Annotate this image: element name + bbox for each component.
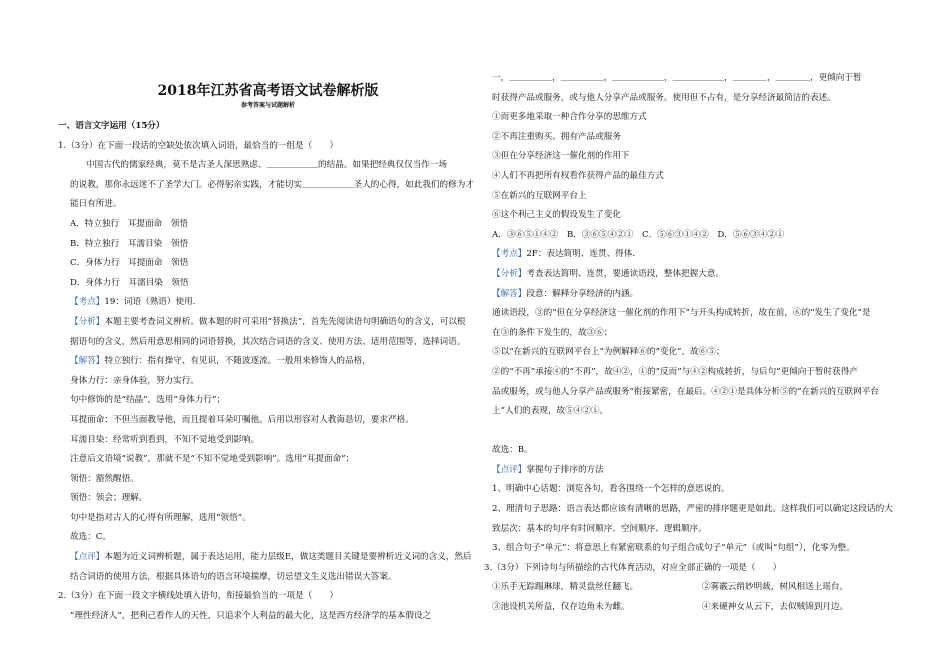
- poem-option: ④来硬神女从云下，去似贼锦到月边。: [702, 602, 849, 613]
- answer-line: 上”人们的表现，故⑤④②①。: [492, 406, 609, 417]
- fenxi-text: 本题主要考查词义辨析。做本题的时可采用“替换法”，首先先阅读语句明确语句的含义，可以根: [104, 316, 466, 327]
- fenxi-line: [58, 313, 478, 333]
- dianping-tag: 【点评】: [492, 464, 527, 475]
- kaodian-line: [58, 293, 478, 313]
- page-subtitle: 参考答案与试题解析: [240, 102, 295, 109]
- sentence-option: ②不再注重购买、拥有产品或服务: [492, 131, 621, 142]
- option-b: B．特立独行 耳濡目染 领悟: [70, 238, 189, 249]
- jieda-tag: 【解答】: [70, 356, 105, 367]
- sentence-option: ④人们不再把所有权看作获得产品的最佳方式: [492, 170, 664, 181]
- answer-line: 通读语段，③的“但在分享经济这一催化剂的作用下”与开头构成转折，故在前，⑥的“发生了变化”是: [492, 308, 871, 319]
- fenxi-line: [492, 265, 912, 285]
- page-title: 2018年江苏省高考语文试卷解析版: [157, 83, 379, 99]
- kaodian-line: [492, 245, 912, 265]
- section-heading: 一、语言文字运用（15分）: [58, 121, 165, 131]
- answer-line: ②的“不再”承接④的“不再”，故④②，①的“反而”与④②构成转折，与后句“更倾向于暂时获得产: [492, 366, 858, 377]
- question-passage-line: 中国古代的儒家经典，莫不是古圣人深思熟虑、＿＿＿＿＿＿的结晶。如果把经典仅仅当作一场: [86, 160, 447, 171]
- jieda-tag: 【解答】: [492, 288, 527, 299]
- poem-option: ③池设机关所益，仅存边角未为雌。: [492, 602, 630, 613]
- answer-line: 句中是指对古人的心得有所理解，选用“领悟”。: [70, 512, 251, 523]
- answer-line: 领悟：领会；理解。: [70, 493, 148, 504]
- dianping-line: [58, 548, 478, 568]
- question-passage-line: 一，＿＿＿＿＿，＿＿＿＿＿，＿＿＿＿＿＿，＿＿＿＿＿＿，＿＿＿＿，＿＿＿＿，更倾向于暂: [492, 73, 862, 83]
- dianping-line-2: 结合词语的使用方法，根据具体语句的语言环境揣摩，切忌望文生义选出错误大答案。: [70, 571, 397, 582]
- question-stem: 1.（3分）在下面一段话的空缺处依次填入词语，最恰当的一组是（ ）: [58, 140, 339, 151]
- question-passage-line: 的说教，那你永远迷不了圣学大门。必得躬亲实践，才能切实＿＿＿＿＿＿圣人的心得，如此我们的修为才: [70, 179, 474, 190]
- poem-option: ①乐手无踪蹋琳球，精灵盘丝任翻飞。: [492, 582, 639, 593]
- kaodian-tag: 【考点】: [492, 249, 527, 260]
- poem-row: [492, 578, 912, 598]
- jieda-text: 段意：解释分享经济的内涵。: [526, 288, 639, 299]
- answer-choice: 故选：C。: [70, 532, 111, 543]
- method-line: 1、明确中心话题：浏览各句，看各围绕一个怎样的意思说的。: [492, 484, 730, 495]
- poem-row: [492, 598, 912, 618]
- method-line: 2、理清句子思路：语言表达都应该有清晰的思路，严密的排序题更是如此。这样我们可以确定这段话的大: [492, 504, 893, 515]
- answer-line: ⑤以“在新兴的互联网平台上”为例解释⑥的“变化”，故⑥⑤；: [492, 347, 725, 358]
- method-line: 致层次：基本的句序有时间顺序、空间顺序、逻辑顺序。: [492, 523, 707, 534]
- method-line: 3、组合句子“单元”：将意思上有紧密联系的句子组合成句子“单元”（或叫“句组”），化零为整。: [492, 543, 855, 554]
- left-column: [58, 117, 478, 626]
- option-d: D．身体力行 耳濡目染 领悟: [70, 277, 189, 288]
- dianping-text: 本题为近义词辨析题，属于表达运用，能力层级E，做这类题目关键是要辨析近义词的含义，然后: [104, 552, 472, 563]
- fenxi-text: 考查表达简明、连贯，要通读语段，整体把握大意。: [526, 268, 725, 279]
- dianping-text: 掌握句子排序的方法: [526, 464, 604, 475]
- answer-line: 句中修饰的是“结晶”，选用“身体力行”；: [70, 395, 226, 406]
- fenxi-line-2: 据语句的含义，然后用意思相同的词语替换，其次结合词语的含义、使用方法、适用范围等，选择词语。: [70, 336, 466, 347]
- answer-options: A．③⑥⑤①④② B．③⑥⑤④②① C．⑤⑥③①④② D．⑤⑥③④②①: [492, 229, 785, 240]
- answer-line: 注意后文语境“说教”，那就不是“不知不觉地受到影响”。选用“耳提面命”；: [70, 454, 355, 465]
- spacer: [492, 422, 912, 442]
- answer-line: 品或服务，或与他人分享产品或服务”衔接紧密，在最后。④②①是具体分析⑤的“在新兴的互联网平台: [492, 386, 879, 397]
- option-a: A．特立独行 耳提面命 领悟: [70, 218, 188, 229]
- question-passage-line: 时获得产品或服务，或与他人分享产品或服务。使用但不占有，是分享经济最简洁的表述。: [492, 92, 836, 103]
- sentence-option: ③但在分享经济这一催化剂的作用下: [492, 151, 630, 162]
- question-stem: 3.（3分）下列诗句与所描绘的古代体育活动，对应全部正确的一项是（ ）: [484, 562, 782, 573]
- question-passage-line: 能日有所进。: [70, 199, 122, 210]
- kaodian-text: 2F：表达简明、连贯、得体.: [526, 249, 636, 260]
- poem-option: ②雾霰云绡妙明裁，树风相送上瑶台。: [702, 582, 849, 593]
- dianping-line: [492, 461, 912, 481]
- right-column: [484, 69, 912, 618]
- sentence-option: ①而更多地采取一种合作分享的思维方式: [492, 112, 647, 123]
- jieda-line: [58, 352, 478, 372]
- option-c: C．身体力行 耳提面命 领悟: [70, 258, 189, 269]
- answer-line: 耳提面命：不但当面教导他，而且提着耳朵叮嘱他。后用以形容对人教诲恳切，要求严格。: [70, 414, 414, 425]
- fenxi-tag: 【分析】: [70, 316, 105, 327]
- question-stem: 2.（3分）在下面一段文字横线处填入语句，衔接最恰当的一项是（ ）: [58, 591, 339, 602]
- answer-line: 在③的条件下发生的，故③⑥；: [492, 327, 613, 338]
- sentence-option: ⑥这个利己主义的假设发生了变化: [492, 210, 621, 221]
- answer-line: 身体力行：亲身体验，努力实行。: [70, 375, 199, 386]
- kaodian-text: 19：词语（熟语）使用.: [104, 297, 196, 308]
- answer-choice: 故选：B。: [492, 445, 533, 456]
- dianping-tag: 【点评】: [70, 552, 105, 563]
- question-passage-line: “理性经济人”，把利己看作人的天性，只追求个人利益的最大化，这是西方经济学的基本假设之: [70, 610, 432, 621]
- sentence-option: ⑤在新兴的互联网平台上: [492, 190, 587, 201]
- jieda-text: 特立独行：指有操守、有见识，不随波逐流。一般用来修饰人的品格，: [104, 356, 371, 367]
- fenxi-tag: 【分析】: [492, 268, 527, 279]
- kaodian-tag: 【考点】: [70, 297, 105, 308]
- answer-line: 耳濡目染：经常听到看到，不知不觉地受到影响。: [70, 434, 260, 445]
- jieda-line: [492, 285, 912, 305]
- answer-line: 领悟：豁然醒悟。: [70, 473, 139, 484]
